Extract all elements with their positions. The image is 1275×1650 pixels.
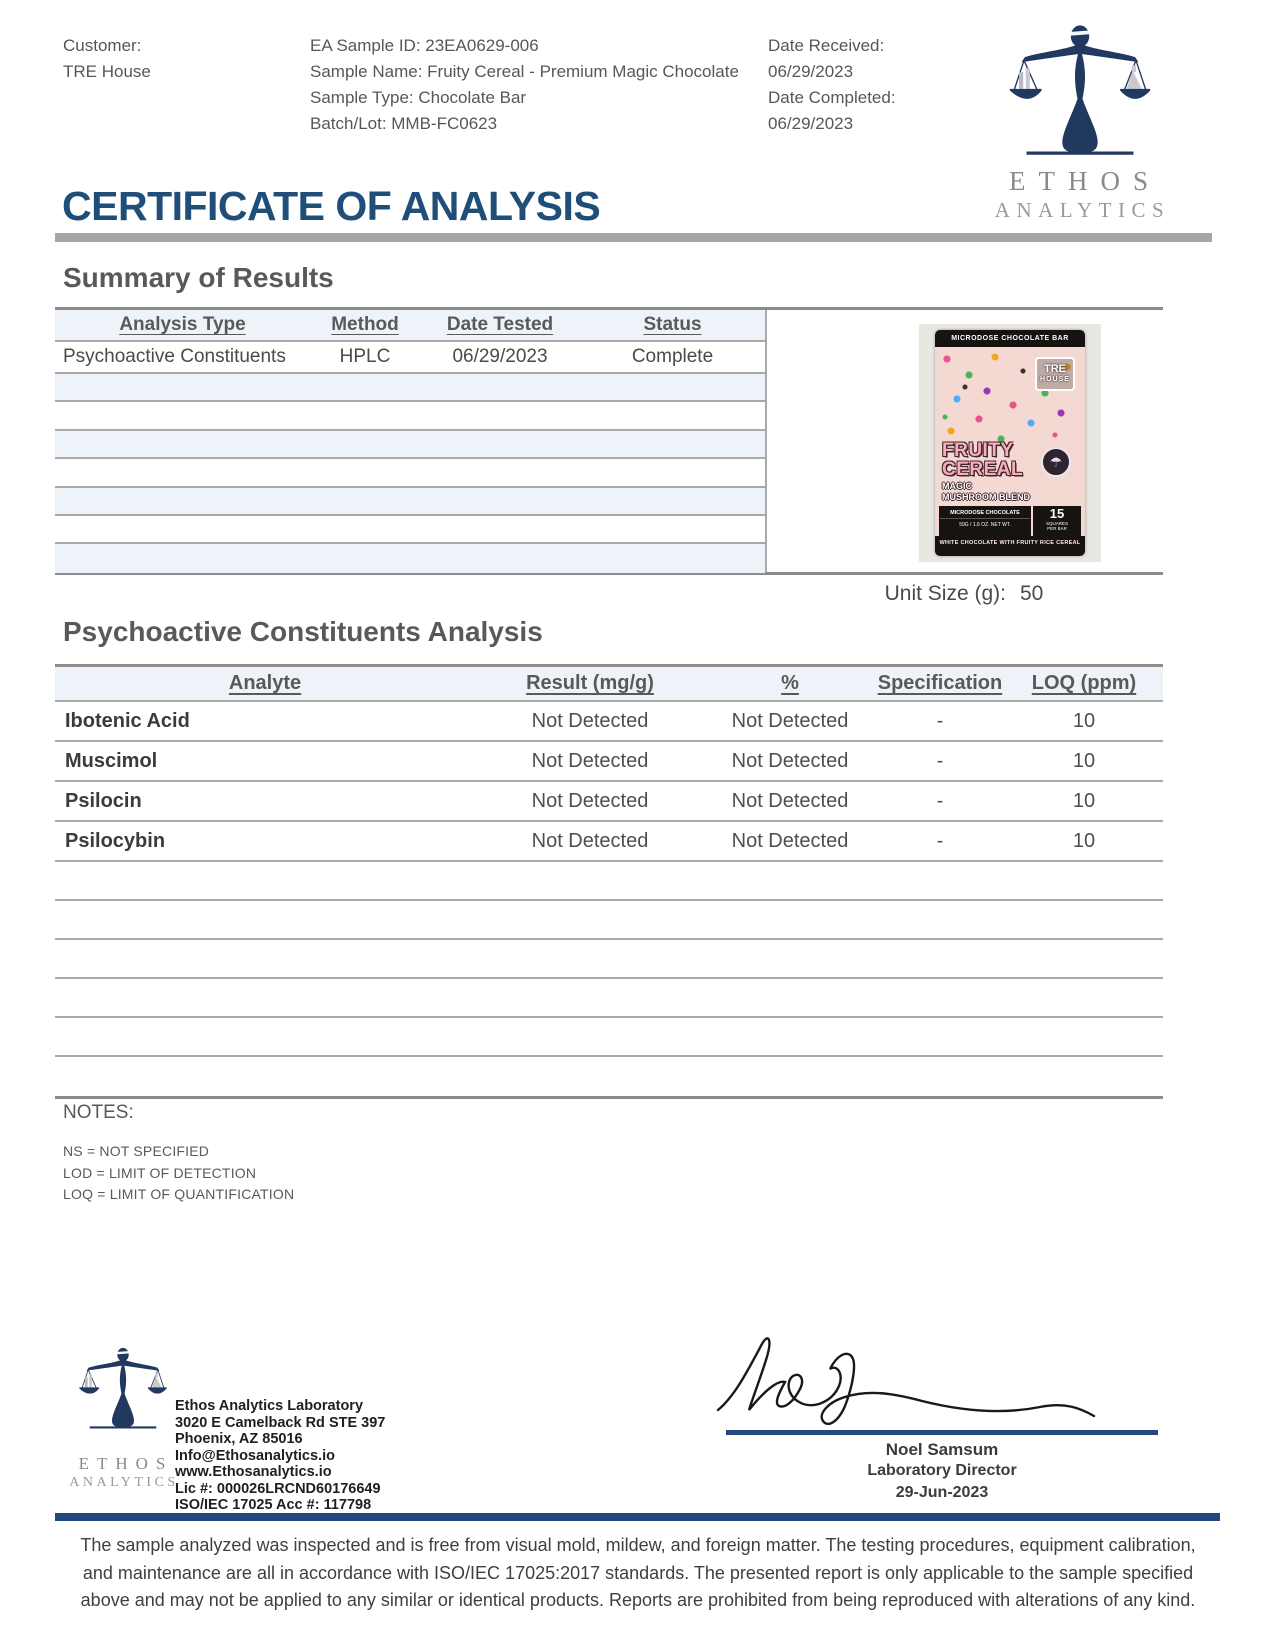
unit-size-label: Unit Size (g): (884, 582, 1006, 605)
package-bottom-band: WHITE CHOCOLATE WITH FRUITY RICE CEREAL (935, 536, 1085, 556)
sample-type: Sample Type: Chocolate Bar (310, 88, 527, 107)
analysis-col-loq: LOQ (ppm) (1031, 672, 1137, 694)
summary-analysis-type: Psychoactive Constituents (63, 346, 286, 367)
summary-band (55, 307, 1163, 575)
analysis-table (55, 664, 1163, 1099)
analysis-empty-row (55, 901, 1163, 940)
summary-empty-row (55, 488, 765, 516)
lab-info-block (175, 1398, 385, 1514)
customer-block (63, 33, 151, 85)
customer-label: Customer: (63, 36, 142, 55)
page-title: CERTIFICATE OF ANALYSIS (62, 183, 601, 229)
sample-block (310, 33, 739, 137)
analysis-row-ibotenic-acid: Ibotenic Acid Not Detected Not Detected - 10 (55, 702, 1163, 742)
date-received-value: 06/29/2023 (768, 62, 854, 81)
lab-address2: Phoenix, AZ 85016 (175, 1431, 303, 1447)
customer-name: TRE House (63, 62, 151, 81)
summary-data-row (55, 342, 765, 374)
summary-col-status: Status (643, 314, 702, 335)
analysis-heading: Psychoactive Constituents Analysis (63, 616, 543, 647)
chocolate-bar-package (935, 330, 1085, 556)
summary-table (55, 310, 765, 572)
analysis-empty-row (55, 979, 1163, 1018)
analysis-row-muscimol: Muscimol Not Detected Not Detected - 10 (55, 742, 1163, 782)
summary-empty-row (55, 459, 765, 487)
lab-website: www.Ethosanalytics.io (175, 1464, 332, 1480)
mushroom-badge-icon: ☂ (1041, 447, 1071, 477)
scales-of-justice-icon (991, 22, 1169, 164)
lab-license: Lic #: 000026LRCND60176649 (175, 1480, 381, 1497)
lab-email: Info@Ethosanalytics.io (175, 1447, 335, 1464)
footer-divider-bar (55, 1513, 1220, 1521)
signer-title: Laboratory Director (867, 1462, 1017, 1479)
date-completed-value: 06/29/2023 (768, 114, 854, 133)
summary-empty-row (55, 544, 765, 572)
signer-name: Noel Samsum (885, 1440, 999, 1459)
signer-date: 29-Jun-2023 (895, 1484, 989, 1501)
logo-word-analytics: ANALYTICS (69, 1475, 179, 1490)
product-photo (919, 324, 1101, 562)
summary-col-method: Method (331, 314, 399, 335)
tre-house-badge: TRE HOUSE (1035, 357, 1075, 391)
ethos-analytics-logo (975, 22, 1185, 223)
logo-word-analytics: ANALYTICS (994, 198, 1171, 222)
lab-name: Ethos Analytics Laboratory (175, 1398, 364, 1414)
product-photo-box (765, 310, 1163, 572)
analysis-empty-row (55, 1018, 1163, 1057)
summary-col-date-tested: Date Tested (446, 314, 554, 335)
sample-name: Sample Name: Fruity Cereal - Premium Magic Chocolate (310, 62, 739, 81)
unit-size-value: 50 (1020, 582, 1044, 605)
package-info-right: 15 SQUARES PER BAR (1033, 506, 1081, 536)
summary-empty-row (55, 402, 765, 430)
signature (700, 1318, 1100, 1433)
sample-id: EA Sample ID: 23EA0629-006 (310, 36, 539, 55)
logo-word-ethos: ETHOS (78, 1454, 174, 1473)
summary-date-tested: 06/29/2023 (452, 346, 548, 367)
package-artwork (935, 347, 1085, 506)
logo-word-ethos: ETHOS (1009, 166, 1161, 196)
analysis-col-result: Result (mg/g) (526, 672, 654, 694)
summary-empty-row (55, 374, 765, 402)
package-product-name: FRUITY CEREAL (942, 440, 1024, 480)
analysis-col-analyte: Analyte (228, 672, 302, 694)
lab-iso: ISO/IEC 17025 Acc #: 117798 (175, 1497, 372, 1513)
notes-heading: NOTES: (63, 1102, 134, 1123)
summary-col-analysis-type: Analysis Type (119, 314, 246, 335)
summary-status: Complete (631, 346, 714, 367)
analysis-col-percent: % (781, 672, 799, 694)
summary-empty-row (55, 516, 765, 544)
package-info-row (935, 506, 1085, 536)
analysis-empty-row (55, 1057, 1163, 1096)
analysis-header-row (55, 667, 1163, 702)
summary-empty-row (55, 431, 765, 459)
analysis-empty-row (55, 940, 1163, 979)
lab-address1: 3020 E Camelback Rd STE 397 (175, 1414, 386, 1431)
ethos-analytics-logo-small (58, 1326, 188, 1491)
dates-block (768, 33, 896, 137)
analysis-col-specification: Specification (877, 672, 1003, 694)
package-subtitle: MAGIC MUSHROOM BLEND (942, 481, 1030, 502)
date-received-label: Date Received: (768, 36, 885, 55)
title-divider (55, 233, 1212, 242)
note-lod: LOD = LIMIT OF DETECTION (63, 1165, 257, 1181)
package-info-left: MICRODOSE CHOCOLATE 59G / 1.6 OZ. NET WT. (939, 506, 1031, 536)
unit-size (765, 582, 1163, 606)
analysis-row-psilocin: Psilocin Not Detected Not Detected - 10 (55, 782, 1163, 822)
scales-of-justice-icon (71, 1326, 175, 1454)
signature-line (726, 1430, 1158, 1435)
summary-method: HPLC (339, 346, 391, 367)
disclaimer-text: The sample analyzed was inspected and is free from visual mold, mildew, and foreign matter. The testing procedures, equipment calibration, and maintenance are all in accordance with ISO/IEC 17025:2017 standards. The presented report is only applicable to the sample specified above and may not be applied to any similar or identical products. Reports are prohibited from being reproduced with alterations of any kind. (80, 1535, 1196, 1610)
analysis-empty-row (55, 862, 1163, 901)
analysis-row-psilocybin: Psilocybin Not Detected Not Detected - 10 (55, 822, 1163, 862)
summary-header-row (55, 310, 765, 342)
note-loq: LOQ = LIMIT OF QUANTIFICATION (63, 1186, 295, 1202)
batch-lot: Batch/Lot: MMB-FC0623 (310, 114, 498, 133)
date-completed-label: Date Completed: (768, 88, 896, 107)
note-ns: NS = NOT SPECIFIED (63, 1143, 210, 1159)
summary-heading: Summary of Results (63, 262, 334, 293)
package-top-band: MICRODOSE CHOCOLATE BAR (935, 330, 1085, 347)
